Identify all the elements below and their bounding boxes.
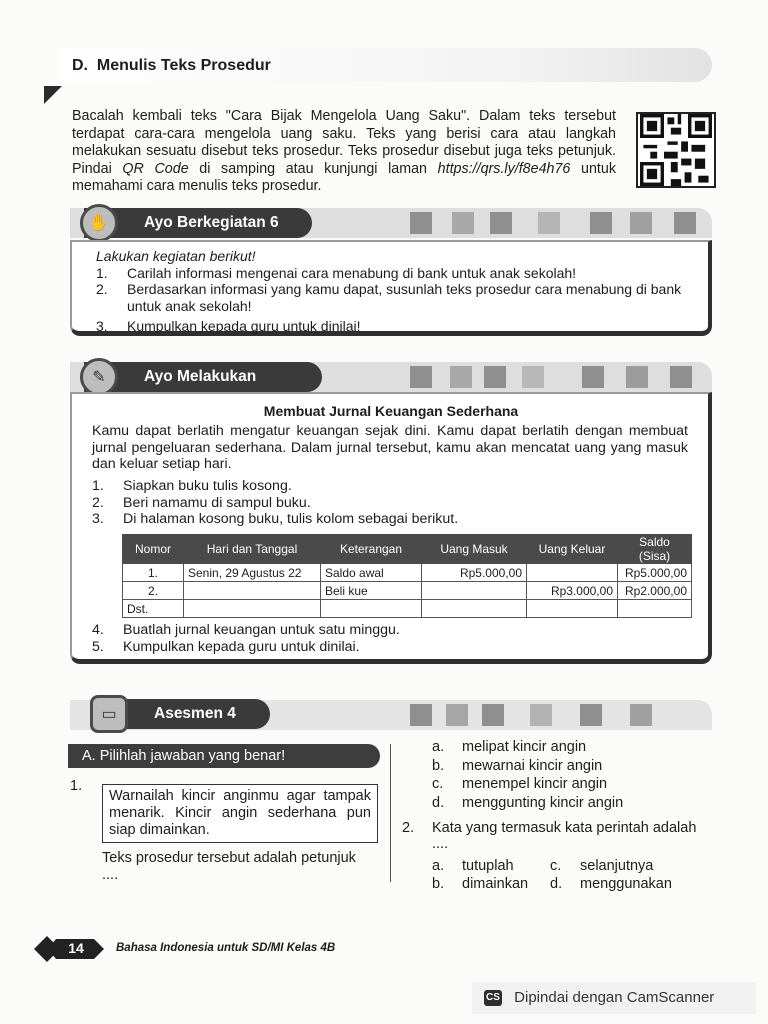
list-item: 4. Buatlah jurnal keuangan untuk satu minggu. <box>92 622 400 638</box>
assessment-title: Asesmen 4 <box>94 699 270 729</box>
column-header: Uang Masuk <box>422 535 527 564</box>
page-number: 14 <box>68 940 84 956</box>
table-row: 2. Beli kue Rp3.000,00 Rp2.000,00 <box>123 582 692 600</box>
ayo-melakukan-title: Ayo Melakukan <box>84 362 322 392</box>
question-1-text-box: Warnailah kincir anginmu agar tampak menarik. Kincir angin sederhana pun siap dimainkan. <box>102 784 378 843</box>
journal-paragraph: Kamu dapat berlatih mengatur keuangan sejak dini. Kamu dapat berlatih dengan membuat jurnal pengeluaran sederhana. Dalam jurnal tersebut, kamu akan mencatat uang yang masuk dan keluar setiap hari. <box>92 423 688 473</box>
qr-code-term: QR Code <box>122 160 189 177</box>
journal-steps-list-2 <box>92 622 688 655</box>
activity-list <box>96 265 696 335</box>
question-1-prompt: Teks prosedur tersebut adalah petunjuk <box>102 850 356 866</box>
corner-marker <box>44 86 62 104</box>
option-b[interactable]: b. dimainkan <box>432 876 529 892</box>
option-d[interactable]: d. menggunakan <box>550 876 672 892</box>
ayo-berkegiatan-title: Ayo Berkegiatan 6 <box>84 208 312 238</box>
option-c[interactable]: c. menempel kincir angin <box>432 776 608 792</box>
option-a[interactable]: a. melipat kincir angin <box>432 739 587 755</box>
notebook-pencil-icon: ✎ <box>80 358 118 396</box>
qr-code-image[interactable] <box>636 112 716 188</box>
column-header: Saldo (Sisa) <box>618 535 692 564</box>
question-2-dots: .... <box>432 836 449 852</box>
section-letter: D. <box>72 57 88 74</box>
section-title <box>72 57 271 75</box>
journal-subtitle: Membuat Jurnal Keuangan Sederhana <box>263 403 519 419</box>
part-a-header: A. Pilihlah jawaban yang benar! <box>68 744 380 768</box>
column-header: Hari dan Tanggal <box>184 535 321 564</box>
column-header: Uang Keluar <box>527 535 618 564</box>
option-c[interactable]: c. selanjutnya <box>550 858 654 874</box>
activity-instruction: Lakukan kegiatan berikut! <box>96 248 256 264</box>
list-item: 1. Carilah informasi mengenai cara menabung di bank untuk anak sekolah! <box>96 264 577 281</box>
activity-hand-icon: ✋ <box>80 204 118 242</box>
option-a[interactable]: a. tutuplah <box>432 858 514 874</box>
column-header: Nomor <box>123 535 184 564</box>
section-title-text: Menulis Teks Prosedur <box>96 57 271 74</box>
list-item: 2. Berdasarkan informasi yang kamu dapat, susunlah teks prosedur cara menabung di bank untuk anak sekolah! <box>96 281 682 314</box>
list-item: 3. Kumpulkan kepada guru untuk dinilai! <box>96 318 361 335</box>
book-title: Bahasa Indonesia untuk SD/MI Kelas 4B <box>116 942 336 954</box>
question-2-prompt: Kata yang termasuk kata perintah adalah <box>432 820 697 836</box>
table-row: Dst. <box>123 600 692 618</box>
list-item: 2. Beri namamu di sampul buku. <box>92 494 311 511</box>
camscanner-watermark <box>472 982 756 1014</box>
journal-table <box>122 534 692 618</box>
qr-url-link[interactable]: https://qrs.ly/f8e4h76 <box>437 160 571 177</box>
question-2-number: 2. <box>402 820 415 836</box>
intro-paragraph: Bacalah kembali teks "Cara Bijak Mengelola Uang Saku". Dalam teks tersebut terdapat cara-cara mengelola uang saku. Teks yang berisi cara atau langkah melakukan sesuatu disebut teks prosedur. Teks prosedur disebut juga teks petunjuk. Pindai QR Code di samping atau kunjungi laman https://qrs.ly/f8e4h76 untuk memahami cara menulis teks prosedur. <box>72 108 616 195</box>
list-item: 5. Kumpulkan kepada guru untuk dinilai. <box>92 638 360 655</box>
camscanner-text: Dipindai dengan CamScanner <box>514 989 715 1007</box>
column-header: Keterangan <box>321 535 422 564</box>
column-divider <box>390 744 391 882</box>
question-1-options <box>432 738 722 812</box>
ayo-berkegiatan-content <box>96 248 696 335</box>
list-item: 3. Di halaman kosong buku, tulis kolom sebagai berikut. <box>92 511 459 528</box>
question-1-dots: .... <box>102 867 119 883</box>
question-2-options <box>432 857 722 893</box>
option-b[interactable]: b. mewarnai kincir angin <box>432 757 603 774</box>
camscanner-logo-icon: CS <box>484 990 502 1006</box>
list-item: 1. Siapkan buku tulis kosong. <box>92 478 292 494</box>
table-header-row <box>123 535 692 564</box>
table-row: 1. Senin, 29 Agustus 22 Saldo awal Rp5.000,00 Rp5.000,00 <box>123 564 692 582</box>
qr-code-icon <box>638 114 714 186</box>
option-d[interactable]: d. menggunting kincir angin <box>432 794 624 811</box>
computer-icon: ▭ <box>90 695 128 733</box>
question-1-number: 1. <box>70 778 83 794</box>
journal-steps-list <box>92 478 688 528</box>
